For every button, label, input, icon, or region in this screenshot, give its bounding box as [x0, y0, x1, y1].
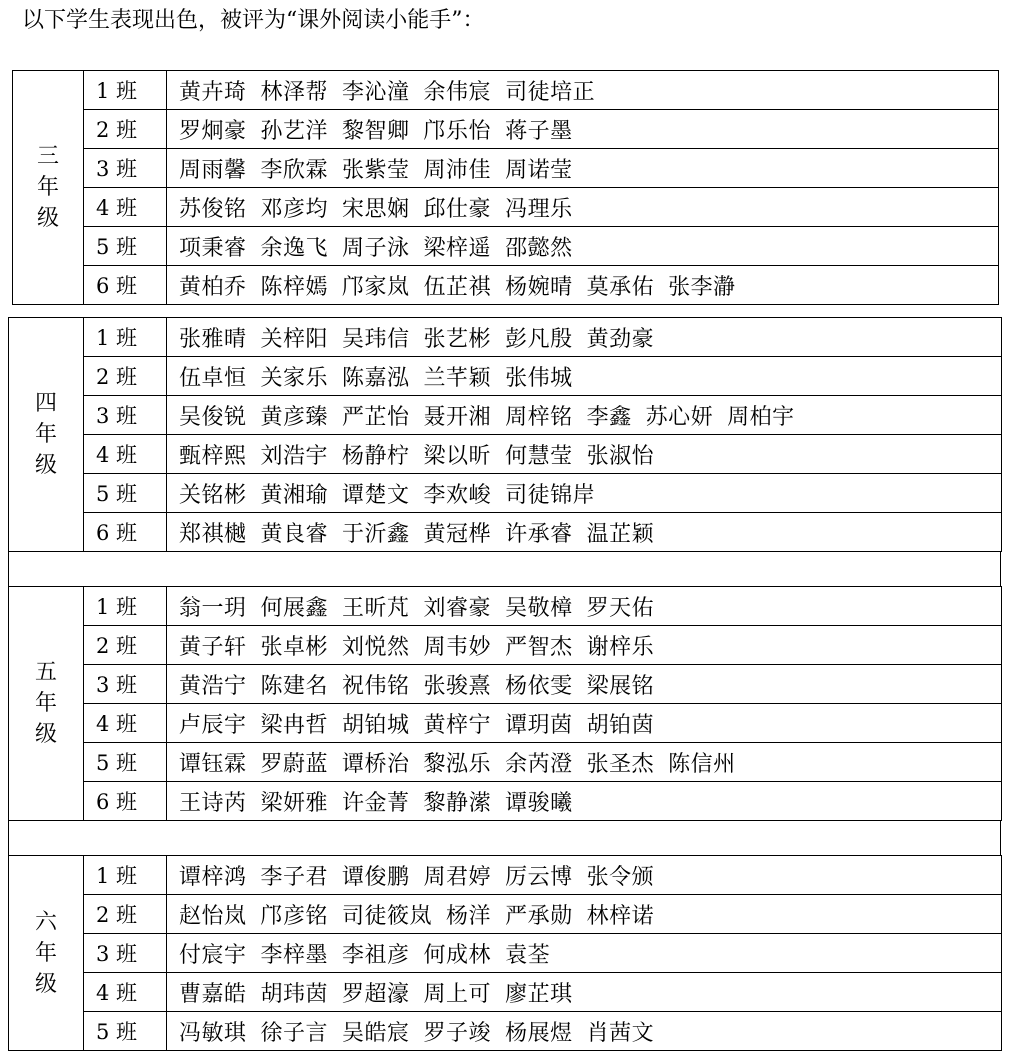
table-row [9, 934, 1002, 973]
student-name: 黄冠桦 [423, 521, 492, 547]
student-name: 赵怡岚 [179, 903, 247, 929]
table-row [9, 396, 1002, 435]
class-label: 3 班 [84, 665, 167, 704]
class-label: 5 班 [84, 743, 167, 782]
student-name: 周韦妙 [423, 634, 492, 660]
table-row [13, 266, 999, 305]
student-name: 张令颁 [586, 864, 655, 890]
student-name: 冯理乐 [505, 196, 573, 222]
student-name: 蒋子墨 [505, 118, 573, 144]
grade-label-char: 年 [36, 175, 59, 200]
student-name: 梁冉哲 [260, 712, 329, 738]
student-name: 邝乐怡 [423, 118, 492, 144]
student-name: 余伟宸 [423, 79, 492, 105]
student-names [167, 71, 999, 110]
student-name: 李鑫 [586, 404, 632, 430]
grade-table-5 [8, 586, 1002, 821]
class-label: 6 班 [84, 266, 167, 305]
table-row [9, 782, 1002, 821]
student-name: 余逸飞 [260, 235, 329, 261]
student-name: 吴玮信 [342, 326, 410, 352]
student-name: 伍芷祺 [423, 274, 492, 300]
student-name: 甄梓熙 [179, 443, 247, 469]
student-name: 李梓墨 [260, 942, 329, 968]
grade-label [13, 71, 84, 305]
student-name: 廖芷琪 [505, 981, 573, 1007]
student-names [167, 665, 1002, 704]
student-name: 关铭彬 [179, 482, 247, 508]
table-row [9, 474, 1002, 513]
table-row [9, 1012, 1002, 1051]
grade-label [9, 318, 84, 552]
table-row [9, 357, 1002, 396]
student-name: 祝伟铭 [342, 673, 410, 699]
student-name: 李欢峻 [423, 482, 492, 508]
student-name: 吴敬樟 [505, 595, 573, 621]
student-name: 袁荃 [505, 942, 551, 968]
student-name: 肖茜文 [586, 1020, 655, 1046]
table-row [9, 973, 1002, 1012]
student-names [167, 782, 1002, 821]
class-label: 1 班 [84, 587, 167, 626]
student-name: 陈建名 [260, 673, 329, 699]
student-name: 黄彦臻 [260, 404, 329, 430]
grade-label-char: 四 [34, 391, 57, 416]
student-name: 李祖彦 [342, 942, 410, 968]
grade-label-char: 级 [34, 453, 57, 478]
grade-label-char: 六 [34, 909, 57, 935]
student-names [167, 266, 999, 305]
student-name: 谢梓乐 [586, 634, 655, 660]
student-name: 陈信州 [668, 751, 736, 777]
student-name: 许承睿 [505, 521, 573, 547]
student-name: 邝家岚 [342, 274, 410, 300]
student-name: 李欣霖 [260, 157, 329, 183]
student-name: 张伟城 [505, 365, 573, 391]
grade-label-char: 级 [34, 722, 57, 747]
student-name: 黄卉琦 [179, 79, 247, 105]
student-name: 谭楚文 [342, 482, 410, 508]
student-name: 杨静柠 [342, 443, 410, 469]
student-name: 余芮澄 [505, 751, 573, 777]
grade-table-6 [8, 855, 1002, 1051]
class-label: 3 班 [84, 934, 167, 973]
student-name: 许金菁 [342, 790, 410, 816]
student-name: 郑祺樾 [179, 521, 247, 547]
student-names [167, 934, 1002, 973]
student-name: 胡铂城 [342, 712, 410, 738]
student-name: 严芷怡 [342, 404, 410, 430]
student-name: 胡铂茵 [586, 712, 655, 738]
student-names [167, 435, 1002, 474]
student-name: 温芷颖 [586, 521, 655, 547]
student-name: 胡玮茵 [260, 981, 329, 1007]
student-name: 关梓阳 [260, 326, 329, 352]
student-name: 李子君 [260, 864, 329, 890]
student-name: 徐子言 [260, 1020, 329, 1046]
student-name: 谭玥茵 [505, 712, 573, 738]
student-names [167, 587, 1002, 626]
student-name: 宋思娴 [342, 196, 410, 222]
student-name: 王诗芮 [179, 790, 247, 816]
student-names [167, 188, 999, 227]
grade-label-char: 年 [34, 691, 57, 716]
student-name: 何成林 [423, 942, 492, 968]
student-name: 苏心妍 [645, 404, 714, 430]
student-name: 梁梓遥 [423, 235, 492, 261]
student-name: 邓彦均 [260, 196, 329, 222]
student-name: 刘睿豪 [423, 595, 492, 621]
student-names [167, 474, 1002, 513]
class-label: 6 班 [84, 782, 167, 821]
student-name: 冯敏琪 [179, 1020, 247, 1046]
student-name: 谭骏曦 [505, 790, 573, 816]
student-name: 张艺彬 [423, 326, 492, 352]
student-name: 周沛佳 [423, 157, 492, 183]
student-name: 邵懿然 [505, 235, 573, 261]
student-name: 周雨馨 [179, 157, 247, 183]
student-name: 黄子轩 [179, 634, 247, 660]
student-name: 黄劲豪 [586, 326, 655, 352]
student-name: 翁一玥 [179, 595, 247, 621]
class-label: 3 班 [84, 149, 167, 188]
student-name: 谭俊鹏 [342, 864, 410, 890]
student-names [167, 149, 999, 188]
student-name: 梁妍雅 [260, 790, 329, 816]
student-name: 关家乐 [260, 365, 329, 391]
student-name: 司徒筱岚 [342, 903, 433, 929]
student-name: 黎泓乐 [423, 751, 492, 777]
student-names [167, 227, 999, 266]
student-name: 谭桥治 [342, 751, 410, 777]
table-row [9, 895, 1002, 934]
student-name: 林梓诺 [586, 903, 655, 929]
grade-table-4 [8, 317, 1002, 552]
student-name: 彭凡殷 [505, 326, 573, 352]
student-name: 莫承佑 [586, 274, 655, 300]
student-names [167, 513, 1002, 552]
student-name: 罗炯豪 [179, 118, 247, 144]
grade-table-3 [12, 70, 999, 305]
student-name: 杨洋 [446, 903, 492, 929]
student-name: 孙艺洋 [260, 118, 329, 144]
student-names [167, 743, 1002, 782]
student-name: 周柏宇 [727, 404, 795, 430]
class-label: 2 班 [84, 626, 167, 665]
student-name: 司徒锦岸 [505, 482, 596, 508]
student-name: 张李瀞 [668, 274, 736, 300]
student-name: 付宸宇 [179, 942, 247, 968]
intro-text: 以下学生表现出色，被评为“课外阅读小能手”： [22, 8, 485, 33]
student-name: 吴皓宸 [342, 1020, 410, 1046]
student-name: 严智杰 [505, 634, 573, 660]
grade-spacer-row [8, 820, 1001, 856]
student-name: 黄柏乔 [179, 274, 247, 300]
grade-label-char: 年 [34, 422, 57, 447]
class-label: 1 班 [84, 856, 167, 895]
student-name: 黄良睿 [260, 521, 329, 547]
student-name: 伍卓恒 [179, 365, 247, 391]
student-name: 兰芊颖 [423, 365, 492, 391]
student-name: 罗子竣 [423, 1020, 492, 1046]
student-name: 王昕芃 [342, 595, 410, 621]
student-name: 黄湘瑜 [260, 482, 329, 508]
table-row [9, 513, 1002, 552]
grade-label [9, 856, 84, 1051]
student-name: 黄浩宁 [179, 673, 247, 699]
student-name: 项秉睿 [179, 235, 247, 261]
table-row [9, 743, 1002, 782]
student-name: 刘浩宇 [260, 443, 329, 469]
table-row [13, 71, 999, 110]
student-name: 梁以昕 [423, 443, 492, 469]
student-name: 周上可 [423, 981, 492, 1007]
grade-label-char: 年 [34, 940, 57, 966]
student-name: 李沁潼 [342, 79, 410, 105]
class-label: 5 班 [84, 1012, 167, 1051]
class-label: 5 班 [84, 227, 167, 266]
table-row [13, 227, 999, 266]
student-name: 聂开湘 [423, 404, 492, 430]
student-name: 陈梓嫣 [260, 274, 329, 300]
student-name: 何慧莹 [505, 443, 573, 469]
student-name: 司徒培正 [505, 79, 596, 105]
student-name: 张骏熹 [423, 673, 492, 699]
student-name: 黄梓宁 [423, 712, 492, 738]
class-label: 4 班 [84, 704, 167, 743]
student-names [167, 704, 1002, 743]
student-name: 张雅晴 [179, 326, 247, 352]
student-name: 黎静潆 [423, 790, 492, 816]
grade-label-char: 三 [36, 144, 59, 169]
class-label: 1 班 [84, 318, 167, 357]
student-names [167, 396, 1002, 435]
student-name: 苏俊铭 [179, 196, 247, 222]
class-label: 2 班 [84, 895, 167, 934]
student-name: 杨展煜 [505, 1020, 573, 1046]
class-label: 4 班 [84, 188, 167, 227]
student-names [167, 318, 1002, 357]
table-row [9, 587, 1002, 626]
student-names [167, 1012, 1002, 1051]
student-name: 杨婉晴 [505, 274, 573, 300]
student-name: 罗超濠 [342, 981, 410, 1007]
grade-label-char: 级 [36, 206, 59, 231]
student-name: 吴俊锐 [179, 404, 247, 430]
student-name: 罗天佑 [586, 595, 655, 621]
table-row [9, 665, 1002, 704]
student-names [167, 856, 1002, 895]
class-label: 4 班 [84, 435, 167, 474]
table-row [9, 626, 1002, 665]
grade-label [9, 587, 84, 821]
grade-label-char: 五 [34, 660, 57, 685]
student-name: 周君婷 [423, 864, 492, 890]
student-name: 邱仕豪 [423, 196, 492, 222]
class-label: 5 班 [84, 474, 167, 513]
class-label: 1 班 [84, 71, 167, 110]
student-name: 周梓铭 [505, 404, 573, 430]
student-name: 罗蔚蓝 [260, 751, 329, 777]
student-name: 杨依雯 [505, 673, 573, 699]
student-names [167, 895, 1002, 934]
student-name: 曹嘉皓 [179, 981, 247, 1007]
student-name: 邝彦铭 [260, 903, 329, 929]
student-name: 张淑怡 [586, 443, 655, 469]
student-name: 黎智卿 [342, 118, 410, 144]
student-name: 厉云博 [505, 864, 573, 890]
student-name: 谭钰霖 [179, 751, 247, 777]
table-row [9, 435, 1002, 474]
class-label: 2 班 [84, 357, 167, 396]
table-row [13, 188, 999, 227]
student-name: 卢辰宇 [179, 712, 247, 738]
grade-label-char: 级 [34, 971, 57, 997]
table-row [9, 318, 1002, 357]
class-label: 6 班 [84, 513, 167, 552]
student-name: 谭梓鸿 [179, 864, 247, 890]
student-name: 陈嘉泓 [342, 365, 410, 391]
table-row [13, 110, 999, 149]
student-names [167, 110, 999, 149]
student-name: 周诺莹 [505, 157, 573, 183]
table-row [13, 149, 999, 188]
student-names [167, 973, 1002, 1012]
student-name: 梁展铭 [586, 673, 655, 699]
class-label: 4 班 [84, 973, 167, 1012]
student-name: 周子泳 [342, 235, 410, 261]
grade-spacer-row [8, 551, 1001, 587]
table-row [9, 856, 1002, 895]
student-name: 何展鑫 [260, 595, 329, 621]
student-name: 刘悦然 [342, 634, 410, 660]
student-name: 张圣杰 [586, 751, 655, 777]
student-names [167, 357, 1002, 396]
student-names [167, 626, 1002, 665]
student-name: 张紫莹 [342, 157, 410, 183]
table-row [9, 704, 1002, 743]
student-name: 严承勋 [505, 903, 573, 929]
class-label: 3 班 [84, 396, 167, 435]
student-name: 于沂鑫 [342, 521, 410, 547]
student-name: 林泽帮 [260, 79, 329, 105]
class-label: 2 班 [84, 110, 167, 149]
student-name: 张卓彬 [260, 634, 329, 660]
